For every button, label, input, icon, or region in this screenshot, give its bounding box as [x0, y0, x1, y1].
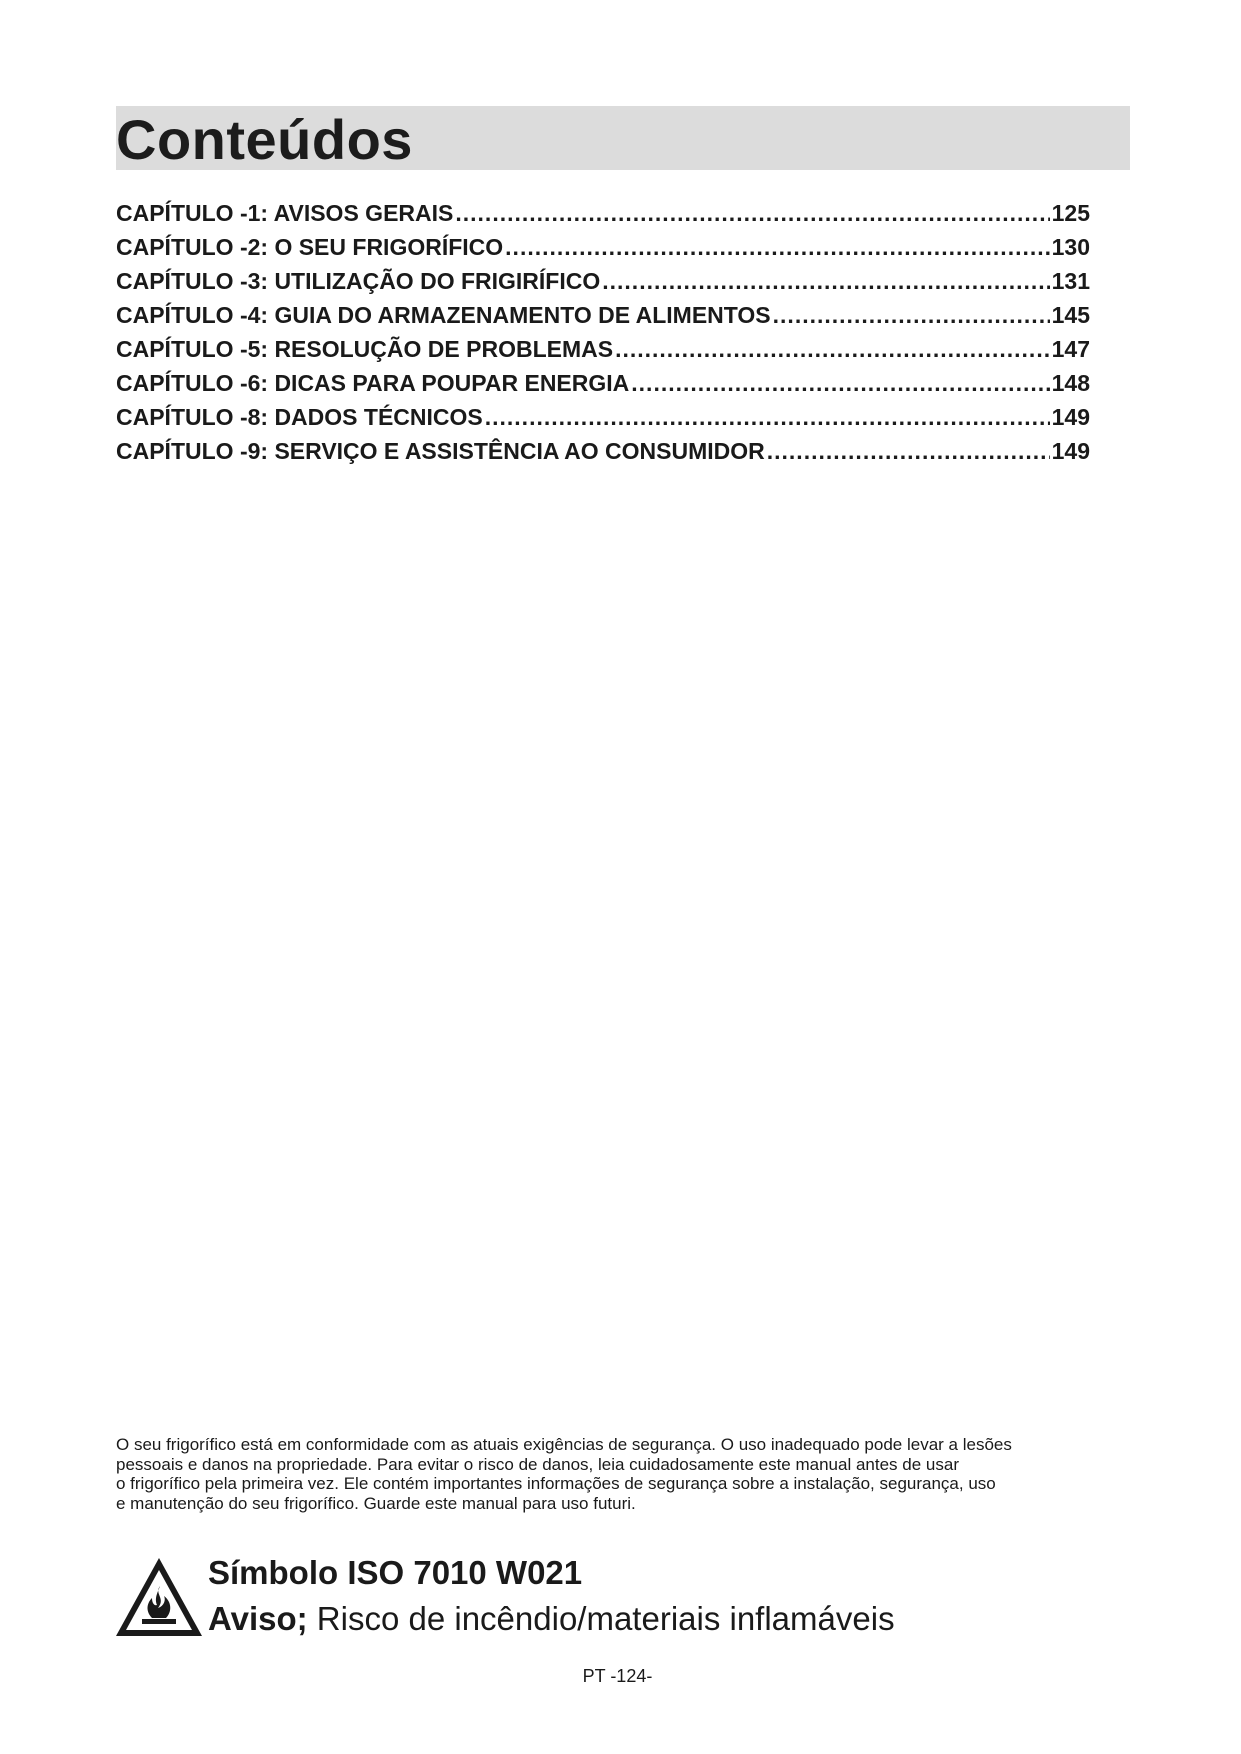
safety-notice: [116, 1435, 1156, 1513]
toc-entry[interactable]: [116, 196, 1090, 230]
toc-entry[interactable]: [116, 230, 1090, 264]
toc-entry-page: 130: [1051, 234, 1090, 260]
page-title: Conteúdos: [116, 108, 413, 171]
toc-entry-label: CAPÍTULO -2: O SEU FRIGORÍFICO: [116, 234, 504, 260]
toc-leader-dots: [602, 264, 1049, 298]
toc-entry-page: 148: [1051, 370, 1090, 396]
symbol-title: Símbolo ISO 7010 W021: [208, 1554, 583, 1591]
page-number: [0, 1665, 1241, 1687]
safety-notice-line: O seu frigorífico está em conformidade com as atuais exigências de segurança. O uso inadequado pode levar a lesões: [116, 1435, 1012, 1454]
toc-entry-page: 149: [1051, 438, 1090, 464]
table-of-contents: [116, 196, 1090, 468]
safety-notice-line: e manutenção do seu frigorífico. Guarde este manual para uso futuri.: [116, 1493, 636, 1513]
toc-entry[interactable]: [116, 264, 1090, 298]
toc-entry-label: CAPÍTULO -4: GUIA DO ARMAZENAMENTO DE ALIMENTOS: [116, 302, 771, 328]
toc-entry[interactable]: [116, 366, 1090, 400]
toc-entry-page: 125: [1051, 200, 1090, 226]
toc-entry-page: 149: [1051, 404, 1090, 430]
toc-leader-dots: [615, 332, 1050, 366]
toc-entry-label: CAPÍTULO -5: RESOLUÇÃO DE PROBLEMAS: [116, 336, 614, 362]
flammable-warning-triangle-icon: [114, 1556, 204, 1638]
toc-entry[interactable]: [116, 434, 1090, 468]
toc-entry[interactable]: [116, 400, 1090, 434]
toc-entry[interactable]: [116, 298, 1090, 332]
symbol-description: [208, 1598, 895, 1640]
toc-leader-dots: [773, 298, 1050, 332]
toc-entry-label: CAPÍTULO -6: DICAS PARA POUPAR ENERGIA: [116, 370, 630, 396]
toc-leader-dots: [455, 196, 1049, 230]
toc-entry-label: CAPÍTULO -9: SERVIÇO E ASSISTÊNCIA AO CONSUMIDOR: [116, 438, 765, 464]
toc-entry-page: 147: [1051, 336, 1090, 362]
toc-entry-page: 145: [1051, 302, 1090, 328]
toc-leader-dots: [485, 400, 1050, 434]
toc-entry[interactable]: [116, 332, 1090, 366]
safety-notice-line: o frigorífico pela primeira vez. Ele contém importantes informações de segurança sobre a instalação, segurança, uso: [116, 1474, 996, 1493]
toc-leader-dots: [631, 366, 1049, 400]
toc-entry-page: 131: [1051, 268, 1090, 294]
toc-entry-label: CAPÍTULO -8: DADOS TÉCNICOS: [116, 404, 483, 430]
warning-label: Aviso;: [208, 1600, 308, 1637]
page-number-text: PT -124-: [582, 1666, 653, 1686]
toc-leader-dots: [767, 434, 1050, 468]
warning-text: Risco de incêndio/materiais inflamáveis: [307, 1600, 895, 1637]
toc-entry-label: CAPÍTULO -3: UTILIZAÇÃO DO FRIGIRÍFICO: [116, 268, 601, 294]
toc-entry-label: CAPÍTULO -1: AVISOS GERAIS: [116, 200, 454, 226]
toc-leader-dots: [505, 230, 1049, 264]
safety-notice-line: pessoais e danos na propriedade. Para evitar o risco de danos, leia cuidadosamente este manual antes de usar: [116, 1454, 959, 1474]
